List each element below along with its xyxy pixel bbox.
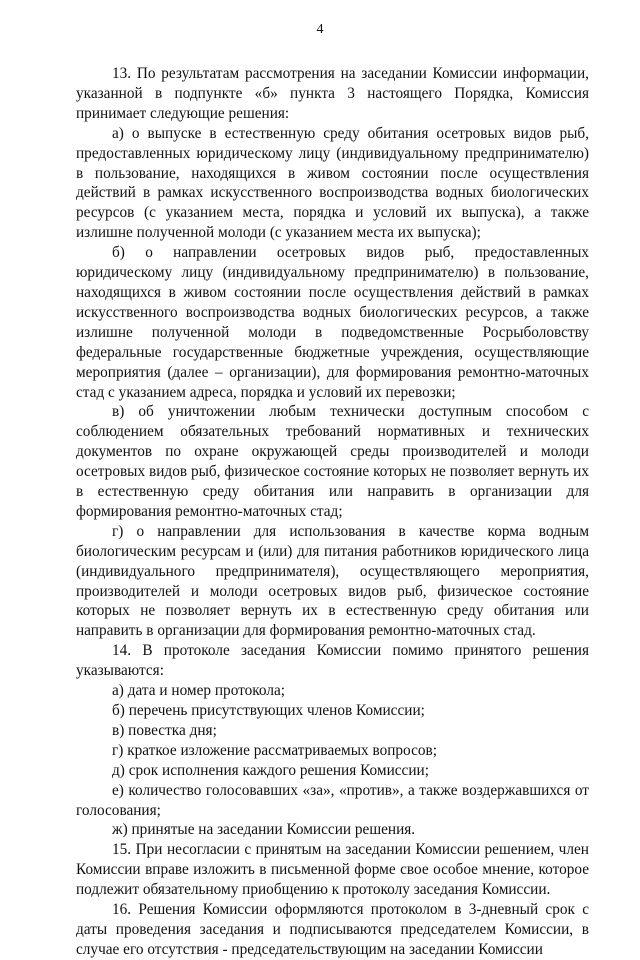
paragraph-13-a: а) о выпуске в естественную среду обитания осетровых видов рыб, предоставленных юридическому лицу (индивидуальному предпринимателю) в пользование, находящихся в живом состоянии после осуществления действий в рамках искусственного воспроизводства водных биологических ресурсов (с указанием места, порядка и условий их выпуска), а также излишне полученной молоди (с указанием места их выпуска); [76, 124, 589, 242]
paragraph-13-b: б) о направлении осетровых видов рыб, предоставленных юридическому лицу (индивидуальному предпринимателю) в пользование, находящихся в живом состоянии после осуществления действий в рамках искусственного воспроизводства водных биологических ресурсов, а также излишне полученной молоди в подведомственные Росрыболовству федеральные государственные бюджетные учреждения, осуществляющие мероприятия (далее – организации), для формирования ремонтно-маточных стад с указанием адреса, порядка и условий их перевозки; [76, 244, 589, 401]
page-number: 4 [316, 22, 324, 37]
paragraph-13: 13. По результатам рассмотрения на заседании Комиссии информации, указанной в подпункте «б» пункта 3 настоящего Порядка, Комиссия принимает следующие решения: [76, 65, 589, 122]
paragraph-14-d: д) срок исполнения каждого решения Комиссии; [112, 761, 429, 779]
paragraph-16: 16. Решения Комиссии оформляются протоколом в 3-дневный срок с даты проведения заседания и подписываются председателем Комиссии, в случае его отсутствия - председательствующим на заседании Комиссии [76, 901, 589, 958]
paragraph-14-g: г) краткое изложение рассматриваемых вопросов; [112, 741, 437, 759]
paragraph-14-a: а) дата и номер протокола; [112, 682, 286, 700]
paragraph-14-e: е) количество голосовавших «за», «против», а также воздержавшихся от голосования; [76, 781, 589, 819]
paragraph-14: 14. В протоколе заседания Комиссии помимо принятого решения указываются: [76, 642, 589, 680]
paragraph-13-v: в) об уничтожении любым технически доступным способом с соблюдением обязательных требований нормативных и технических документов по охране окружающей среды производителей и молоди осетровых видов рыб, физическое состояние которых не позволяет вернуть их в естественную среду обитания или направить в организации для формирования ремонтно-маточных стад; [76, 403, 589, 520]
document-body [76, 64, 589, 960]
paragraph-15: 15. При несогласии с принятым на заседании Комиссии решением, член Комиссии вправе изложить в письменной форме свое особое мнение, которое подлежит обязательному приобщению к протоколу заседания Комиссии. [76, 841, 589, 899]
paragraph-14-v: в) повестка дня; [112, 721, 217, 739]
paragraph-14-zh: ж) принятые на заседании Комиссии решения. [112, 821, 416, 839]
paragraph-14-b: б) перечень присутствующих членов Комиссии; [112, 702, 425, 719]
paragraph-13-g: г) о направлении для использования в качестве корма водным биологическим ресурсам и (или) для питания работников юридического лица (индивидуального предпринимателя), осуществляющего мероприятия, производителей и молоди осетровых видов рыб, физическое состояние которых не позволяет вернуть их в естественную среду обитания или направить в организации для формирования ремонтно-маточных стад. [76, 522, 589, 640]
